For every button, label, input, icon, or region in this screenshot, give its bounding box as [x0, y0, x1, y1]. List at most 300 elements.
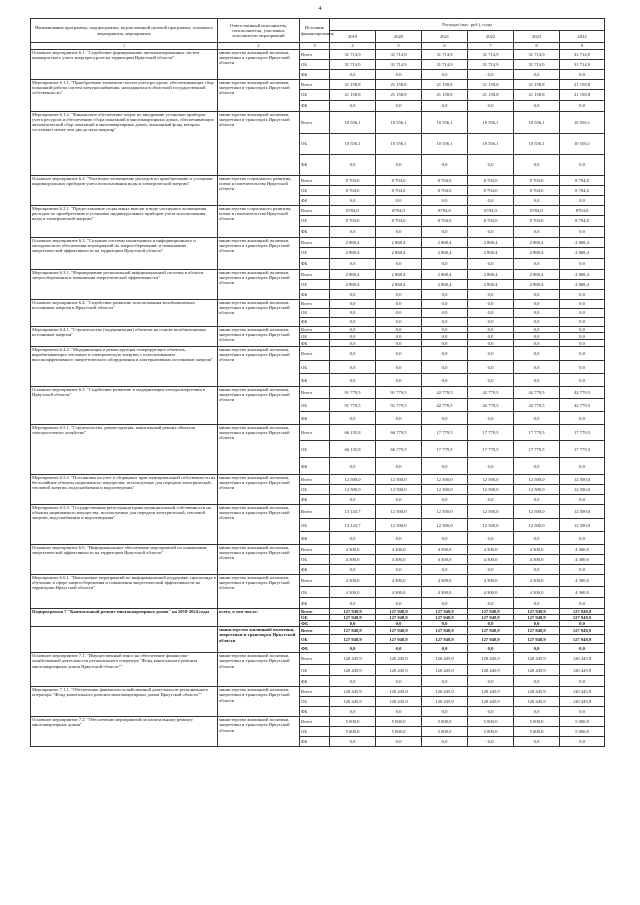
table-row — [31, 475, 605, 485]
amount-cell: 12 500,0 — [560, 475, 605, 485]
amount-cell: 12 500,0 — [330, 475, 376, 485]
amount-cell: 12 500,0 — [376, 519, 422, 532]
program-name-cell: Мероприятие 6.4.2. "Модернизация и реконструкция генерирующих объектов, вырабатывающих тепловую и электрическую энергию с использованием высокоэффективного энергетического оборудования и альтернативных источников энергии" — [31, 347, 218, 387]
amount-cell: 0,0 — [376, 290, 422, 300]
amount-cell: 12 500,0 — [422, 485, 468, 495]
amount-cell: 0,0 — [468, 290, 514, 300]
amount-cell: 0,0 — [514, 374, 560, 387]
amount-cell: 31 714,9 — [330, 60, 376, 70]
amount-cell: 12 500,0 — [376, 505, 422, 519]
amount-cell: 0,0 — [468, 412, 514, 425]
column-number: 3 — [300, 43, 330, 50]
amount-cell: 0,0 — [422, 333, 468, 340]
amount-cell: 2 868,4 — [376, 238, 422, 248]
amount-cell: 5 000,0 — [330, 727, 376, 737]
amount-cell: 0,0 — [376, 155, 422, 176]
amount-cell: 0,0 — [560, 155, 605, 176]
amount-cell: 12 500,0 — [422, 519, 468, 532]
amount-cell: 0,0 — [330, 374, 376, 387]
amount-cell: 0,0 — [422, 644, 468, 653]
program-name-cell: Мероприятие 7.1.1. "Обеспечение финансово-хозяйственной деятельности регионального оператора "Фонд капитального ремонта многоквартирных домов Иркутской области"" — [31, 687, 218, 717]
amount-cell: 21 158,8 — [468, 90, 514, 101]
amount-cell: 8 704,0 — [330, 176, 376, 186]
amount-cell: 12 500,0 — [468, 475, 514, 485]
funding-source-cell: Всего — [300, 206, 330, 216]
table-row — [31, 653, 605, 665]
amount-cell: 0,0 — [330, 70, 376, 80]
amount-cell: 0,0 — [376, 598, 422, 609]
amount-cell: 21 158,8 — [376, 90, 422, 101]
executor-cell: министерство жилищной политики, энергетики и транспорта Иркутской области — [218, 687, 300, 717]
amount-cell: 2 868,4 — [514, 248, 560, 259]
amount-cell: 120 445,9 — [468, 697, 514, 707]
amount-cell: 91 779,5 — [376, 387, 422, 399]
amount-cell: 0,0 — [422, 70, 468, 80]
column-number: 9 — [560, 43, 605, 50]
amount-cell: 0,0 — [330, 290, 376, 300]
amount-cell: 0,0 — [560, 259, 605, 270]
amount-cell: 0,0 — [514, 340, 560, 347]
executor-cell: министерство жилищной политики, энергетики и транспорта Иркутской области — [218, 653, 300, 687]
amount-cell: 0,0 — [330, 737, 376, 747]
amount-cell: 8 704,0 — [514, 186, 560, 196]
amount-cell: 2 868,4 — [514, 270, 560, 280]
column-number: 8 — [514, 43, 560, 50]
amount-cell: 0,0 — [376, 412, 422, 425]
executor-cell: министерство жилищной политики, энергетики и транспорта Иркутской области — [218, 475, 300, 505]
amount-cell: 0,0 — [330, 333, 376, 340]
amount-cell: 8 704,0 — [330, 186, 376, 196]
funding-source-cell: ОБ — [300, 697, 330, 707]
amount-cell: 4 300,0 — [560, 575, 605, 587]
amount-cell: 4 300,0 — [376, 545, 422, 555]
amount-cell: 0,0 — [330, 458, 376, 475]
amount-cell: 12 500,0 — [560, 505, 605, 519]
amount-cell: 0,0 — [376, 259, 422, 270]
funding-source-cell: ОБ — [300, 727, 330, 737]
amount-cell: 0,0 — [422, 598, 468, 609]
amount-cell: 127 948,9 — [468, 609, 514, 615]
amount-cell: 0,0 — [514, 737, 560, 747]
amount-cell: 10 556,1 — [330, 134, 376, 155]
amount-cell: 127 948,9 — [330, 609, 376, 615]
program-name-cell: Мероприятие 6.5.1. "Строительство, реконструкция, капитальный ремонт объектов электросетевого хозяйства" — [31, 425, 218, 475]
amount-cell: 2 868,4 — [330, 280, 376, 290]
amount-cell: 2 868,4 — [560, 238, 605, 248]
amount-cell: 8 704,0 — [376, 216, 422, 227]
amount-cell: 31 714,9 — [514, 60, 560, 70]
funding-source-cell: ФБ — [300, 737, 330, 747]
amount-cell: 0,0 — [330, 676, 376, 687]
amount-cell: 0,0 — [560, 495, 605, 505]
amount-cell: 0,0 — [376, 565, 422, 575]
amount-cell: 0,0 — [514, 412, 560, 425]
header-year: 2019 — [330, 31, 376, 43]
amount-cell: 10 556,1 — [330, 112, 376, 134]
funding-source-cell: Всего — [300, 300, 330, 309]
table-row — [31, 300, 605, 309]
amount-cell: 4 300,0 — [376, 587, 422, 598]
amount-cell: 0,0 — [422, 565, 468, 575]
amount-cell: 0,0 — [330, 707, 376, 717]
funding-source-cell: Всего — [300, 627, 330, 635]
amount-cell: 0,0 — [468, 644, 514, 653]
amount-cell: 120 445,9 — [422, 687, 468, 697]
amount-cell: 120 445,9 — [330, 665, 376, 676]
amount-cell: 17 779,5 — [468, 425, 514, 441]
funding-source-cell: ОБ — [300, 361, 330, 374]
amount-cell: 0,0 — [514, 333, 560, 340]
funding-source-cell: ОБ — [300, 248, 330, 259]
amount-cell: 0,0 — [422, 155, 468, 176]
funding-source-cell: ОБ — [300, 485, 330, 495]
program-name-cell: Основное мероприятие 7.2. "Обеспечение мероприятий по капитальному ремонту многоквартирных домов" — [31, 717, 218, 747]
amount-cell: 0,0 — [376, 196, 422, 206]
column-number: 7 — [468, 43, 514, 50]
amount-cell: 0,0 — [422, 458, 468, 475]
amount-cell: 5 000,0 — [468, 727, 514, 737]
amount-cell: 0,0 — [376, 101, 422, 112]
amount-cell: 0,0 — [468, 458, 514, 475]
amount-cell: 0,0 — [330, 155, 376, 176]
amount-cell: 0,0 — [560, 412, 605, 425]
amount-cell: 127 948,9 — [330, 627, 376, 635]
amount-cell: 0,0 — [330, 196, 376, 206]
amount-cell: 13 143,7 — [330, 519, 376, 532]
funding-source-cell: ФБ — [300, 340, 330, 347]
table-row — [31, 270, 605, 280]
amount-cell: 0,0 — [330, 532, 376, 545]
page-number: 4 — [318, 6, 322, 12]
amount-cell: 5 000,0 — [422, 727, 468, 737]
amount-cell: 5 000,0 — [376, 727, 422, 737]
amount-cell: 0,0 — [560, 340, 605, 347]
amount-cell: 0,0 — [468, 196, 514, 206]
amount-cell: 0,0 — [376, 361, 422, 374]
executor-cell: министерство жилищной политики, энергетики и транспорта Иркутской области — [218, 575, 300, 609]
amount-cell: 127 948,9 — [514, 609, 560, 615]
amount-cell: 0,0 — [560, 318, 605, 327]
program-name-cell: Мероприятие 6.5.2. "Постановка на учет в сборщиках прав муниципальной собственности на бесхозяйные объекты недвижимого имущества, используемые для передачи электрической, тепловой энергии, водоснабжения и водоотведения" — [31, 475, 218, 505]
amount-cell: 0,0 — [468, 495, 514, 505]
table-body — [31, 50, 605, 747]
table-row — [31, 112, 605, 134]
funding-source-cell: Всего — [300, 505, 330, 519]
funding-source-cell: ФБ — [300, 644, 330, 653]
funding-source-cell: Всего — [300, 687, 330, 697]
amount-cell: 0,0 — [560, 227, 605, 238]
amount-cell: 4 300,0 — [468, 587, 514, 598]
program-name-cell: Основное мероприятие 6.3. "Создание системы мониторинга и информационного и методического обеспечения мероприятий по энергосбережению и повышению энергетической эффективности на территории Иркутской области" — [31, 238, 218, 270]
amount-cell: 120 445,9 — [468, 665, 514, 676]
executor-cell: министерство жилищной политики, энергетики и транспорта Иркутской области — [218, 270, 300, 300]
amount-cell: 42 779,5 — [468, 399, 514, 412]
amount-cell: 21 158,8 — [330, 90, 376, 101]
amount-cell: 127 948,9 — [422, 635, 468, 644]
amount-cell: 0,0 — [514, 621, 560, 627]
amount-cell: 4 300,0 — [330, 575, 376, 587]
amount-cell: 4 300,0 — [514, 555, 560, 565]
table-row — [31, 505, 605, 519]
amount-cell: 4 300,0 — [330, 545, 376, 555]
amount-cell: 8 704,0 — [376, 186, 422, 196]
funding-source-cell: ФБ — [300, 101, 330, 112]
amount-cell: 0,0 — [330, 309, 376, 318]
amount-cell: 0,0 — [330, 565, 376, 575]
expenditure-table — [30, 18, 605, 747]
amount-cell: 17 779,5 — [514, 425, 560, 441]
amount-cell: 0,0 — [422, 318, 468, 327]
amount-cell: 0,0 — [330, 347, 376, 361]
executor-cell: министерство жилищной политики, энергетики и транспорта Иркутской области — [218, 80, 300, 112]
amount-cell: 31 714,9 — [560, 60, 605, 70]
amount-cell: 127 948,9 — [330, 615, 376, 621]
amount-cell: 21 158,8 — [514, 80, 560, 90]
amount-cell: 5 000,0 — [560, 717, 605, 727]
amount-cell: 12 500,0 — [468, 519, 514, 532]
amount-cell: 42 779,5 — [422, 387, 468, 399]
executor-cell: министерство жилищной политики, энергетики и транспорта Иркутской области — [218, 112, 300, 176]
table-row — [31, 627, 605, 635]
amount-cell: 10 556,1 — [422, 134, 468, 155]
amount-cell: 0,0 — [330, 361, 376, 374]
amount-cell: 0,0 — [376, 327, 422, 333]
amount-cell: 5 000,0 — [422, 717, 468, 727]
amount-cell: 0,0 — [514, 318, 560, 327]
table-row — [31, 347, 605, 361]
executor-cell: министерство жилищной политики, энергетики и транспорта Иркутской области — [218, 425, 300, 475]
funding-source-cell: ФБ — [300, 196, 330, 206]
executor-cell: министерство социального развития, опеки и попечительства Иркутской области — [218, 176, 300, 206]
amount-cell: 42 779,5 — [514, 387, 560, 399]
funding-source-cell: Всего — [300, 387, 330, 399]
funding-source-cell: Всего — [300, 50, 330, 60]
amount-cell: 2 868,4 — [468, 270, 514, 280]
executor-cell: министерство жилищной политики, энергетики и транспорта Иркутской области — [218, 627, 300, 653]
amount-cell: 4 300,0 — [422, 575, 468, 587]
amount-cell: 0,0 — [376, 737, 422, 747]
amount-cell: 31 714,9 — [468, 60, 514, 70]
amount-cell: 127 948,9 — [514, 627, 560, 635]
amount-cell: 0,0 — [422, 327, 468, 333]
amount-cell: 0,0 — [560, 101, 605, 112]
amount-cell: 0,0 — [468, 621, 514, 627]
header-year: 2024 — [560, 31, 605, 43]
amount-cell: 8 704,0 — [376, 176, 422, 186]
program-name-cell: Основное мероприятие 6.5. "Содействие развитию и модернизации электроэнергетики в Иркутской области" — [31, 387, 218, 425]
table-row — [31, 545, 605, 555]
amount-cell: 0,0 — [376, 374, 422, 387]
amount-cell: 0,0 — [422, 374, 468, 387]
amount-cell: 0,0 — [468, 532, 514, 545]
amount-cell: 5 000,0 — [514, 717, 560, 727]
program-name-cell: Основное мероприятие 7.1. "Имущественный взнос на обеспечение финансово-хозяйственной деятельности регионального оператора "Фонд капитального ремонта многоквартирных домов Иркутской области"" — [31, 653, 218, 687]
program-name-cell: Мероприятие 6.2.1. "Предоставление социальных выплат в виде частичного возмещения расходов по приобретению и установке индивидуальных приборов учета использования воды и электрической энергии" — [31, 206, 218, 238]
amount-cell: 4 300,0 — [560, 545, 605, 555]
amount-cell: 0,0 — [468, 333, 514, 340]
funding-source-cell: ОБ — [300, 60, 330, 70]
program-name-cell: Мероприятие 6.5.3. "Государственная регистрация права муниципальной собственности на объекты недвижимого имущества, используемые для передачи электрической, тепловой энергии, водоснабжения и водоотведения" — [31, 505, 218, 545]
table-row — [31, 575, 605, 587]
amount-cell: 0,0 — [514, 532, 560, 545]
amount-cell: 21 158,8 — [422, 90, 468, 101]
executor-cell: министерство жилищной политики, энергетики и транспорта Иркутской области — [218, 545, 300, 575]
amount-cell: 0,0 — [560, 196, 605, 206]
funding-source-cell: Всего — [300, 475, 330, 485]
amount-cell: 8704,0 — [330, 206, 376, 216]
amount-cell: 2 868,4 — [514, 280, 560, 290]
amount-cell: 0,0 — [468, 70, 514, 80]
amount-cell: 0,0 — [376, 621, 422, 627]
amount-cell: 120 445,9 — [514, 687, 560, 697]
amount-cell: 0,0 — [376, 644, 422, 653]
executor-cell: министерство жилищной политики, энергетики и транспорта Иркутской области — [218, 387, 300, 425]
program-name-cell: Основное мероприятие 6.4. "Содействие развитию использования возобновляемых источников энергии в Иркутской области" — [31, 300, 218, 327]
amount-cell: 0,0 — [376, 340, 422, 347]
header-year: 2022 — [468, 31, 514, 43]
column-number: 1 — [31, 43, 218, 50]
amount-cell: 120 445,9 — [376, 687, 422, 697]
amount-cell: 12 500,0 — [560, 485, 605, 495]
funding-source-cell: ФБ — [300, 318, 330, 327]
amount-cell: 66 779,5 — [376, 441, 422, 458]
amount-cell: 0,0 — [422, 676, 468, 687]
funding-source-cell: ФБ — [300, 707, 330, 717]
amount-cell: 2 868,4 — [422, 280, 468, 290]
executor-cell: министерство жилищной политики, энергетики и транспорта Иркутской области — [218, 300, 300, 327]
amount-cell: 2 868,4 — [330, 270, 376, 280]
amount-cell: 2 868,4 — [468, 238, 514, 248]
funding-source-cell: ОБ — [300, 280, 330, 290]
amount-cell: 120 445,9 — [330, 697, 376, 707]
amount-cell: 2 868,4 — [376, 280, 422, 290]
amount-cell: 0,0 — [468, 598, 514, 609]
funding-source-cell: Всего — [300, 347, 330, 361]
amount-cell: 0,0 — [376, 70, 422, 80]
amount-cell: 0,0 — [514, 101, 560, 112]
amount-cell: 127 948,9 — [560, 615, 605, 621]
funding-source-cell: ФБ — [300, 70, 330, 80]
amount-cell: 0,0 — [514, 644, 560, 653]
amount-cell: 17 779,5 — [468, 441, 514, 458]
amount-cell: 13 143,7 — [330, 505, 376, 519]
amount-cell: 4 300,0 — [422, 555, 468, 565]
amount-cell: 0,0 — [468, 309, 514, 318]
amount-cell: 120 445,9 — [468, 687, 514, 697]
amount-cell: 91 779,5 — [330, 387, 376, 399]
amount-cell: 127 948,9 — [560, 635, 605, 644]
amount-cell: 4 300,0 — [376, 555, 422, 565]
amount-cell: 0,0 — [560, 598, 605, 609]
header-program-name: Наименование программы, подпрограммы, ведомственной целевой программы, основного мероприятия, мероприятия — [31, 19, 218, 43]
amount-cell: 0,0 — [422, 196, 468, 206]
amount-cell: 2 868,4 — [560, 280, 605, 290]
amount-cell: 127 948,9 — [468, 615, 514, 621]
amount-cell: 0,0 — [330, 412, 376, 425]
table-header — [31, 19, 605, 50]
amount-cell: 0,0 — [422, 347, 468, 361]
amount-cell: 0,0 — [376, 333, 422, 340]
amount-cell: 31 714,9 — [468, 50, 514, 60]
amount-cell: 0,0 — [422, 495, 468, 505]
amount-cell: 0,0 — [468, 340, 514, 347]
header-year: 2020 — [376, 31, 422, 43]
amount-cell: 0,0 — [560, 621, 605, 627]
amount-cell: 8704,0 — [468, 206, 514, 216]
amount-cell: 2 868,4 — [376, 248, 422, 259]
amount-cell: 21 158,8 — [376, 80, 422, 90]
amount-cell: 0,0 — [330, 327, 376, 333]
amount-cell: 12 500,0 — [514, 505, 560, 519]
table-row — [31, 176, 605, 186]
amount-cell: 8 704,0 — [468, 216, 514, 227]
amount-cell: 17 779,5 — [560, 441, 605, 458]
amount-cell: 12 500,0 — [330, 485, 376, 495]
amount-cell: 120 445,9 — [422, 697, 468, 707]
amount-cell: 12 500,0 — [468, 505, 514, 519]
amount-cell: 120 445,9 — [376, 697, 422, 707]
amount-cell: 0,0 — [422, 300, 468, 309]
program-name-cell — [31, 627, 218, 653]
executor-cell: всего, в том числе: — [218, 609, 300, 627]
table-row — [31, 238, 605, 248]
amount-cell: 31 714,9 — [376, 50, 422, 60]
amount-cell: 120 445,9 — [514, 653, 560, 665]
funding-source-cell: Всего — [300, 176, 330, 186]
amount-cell: 0,0 — [330, 598, 376, 609]
amount-cell: 31 714,9 — [330, 50, 376, 60]
table-row — [31, 687, 605, 697]
amount-cell: 120 445,9 — [560, 697, 605, 707]
amount-cell: 66 135,8 — [330, 441, 376, 458]
program-name-cell: Основное мероприятие 6.6. "Информационное обеспечение мероприятий по повышению энергетической эффективности на территории Иркутской области" — [31, 545, 218, 575]
funding-source-cell: ОБ — [300, 186, 330, 196]
amount-cell: 21 158,8 — [514, 90, 560, 101]
column-number: 5 — [376, 43, 422, 50]
amount-cell: 8 704,0 — [560, 216, 605, 227]
amount-cell: 10 556,1 — [560, 112, 605, 134]
amount-cell: 120 445,9 — [560, 653, 605, 665]
amount-cell: 17 779,5 — [422, 441, 468, 458]
amount-cell: 0,0 — [376, 318, 422, 327]
amount-cell: 0,0 — [468, 300, 514, 309]
amount-cell: 4 300,0 — [422, 545, 468, 555]
amount-cell: 0,0 — [330, 340, 376, 347]
amount-cell: 0,0 — [422, 532, 468, 545]
amount-cell: 4 300,0 — [376, 575, 422, 587]
amount-cell: 2 868,4 — [422, 248, 468, 259]
column-number: 6 — [422, 43, 468, 50]
amount-cell: 0,0 — [468, 227, 514, 238]
amount-cell: 127 948,9 — [376, 609, 422, 615]
amount-cell: 21 158,8 — [468, 80, 514, 90]
amount-cell: 0,0 — [514, 565, 560, 575]
amount-cell: 12 500,0 — [422, 475, 468, 485]
amount-cell: 0,0 — [514, 707, 560, 717]
amount-cell: 127 948,9 — [560, 627, 605, 635]
program-name-cell: Мероприятие 6.1.2. "Финансовое обеспечение затрат по внедрению установки приборов учета ресурсов и обеспечению сбора показаний в многоквартирных домах, обеспечивающих автоматический сбор показаний в многоквартирных домах, жилищный фонд которых составляет менее чем два десятка квартир" — [31, 112, 218, 176]
amount-cell: 42 779,5 — [468, 387, 514, 399]
amount-cell: 12 500,0 — [468, 485, 514, 495]
amount-cell: 31 714,9 — [422, 60, 468, 70]
amount-cell: 127 948,9 — [422, 627, 468, 635]
amount-cell: 12 500,0 — [422, 505, 468, 519]
amount-cell: 0,0 — [514, 290, 560, 300]
amount-cell: 0,0 — [468, 374, 514, 387]
amount-cell: 0,0 — [422, 101, 468, 112]
amount-cell: 91 779,5 — [376, 399, 422, 412]
amount-cell: 8 704,0 — [560, 186, 605, 196]
